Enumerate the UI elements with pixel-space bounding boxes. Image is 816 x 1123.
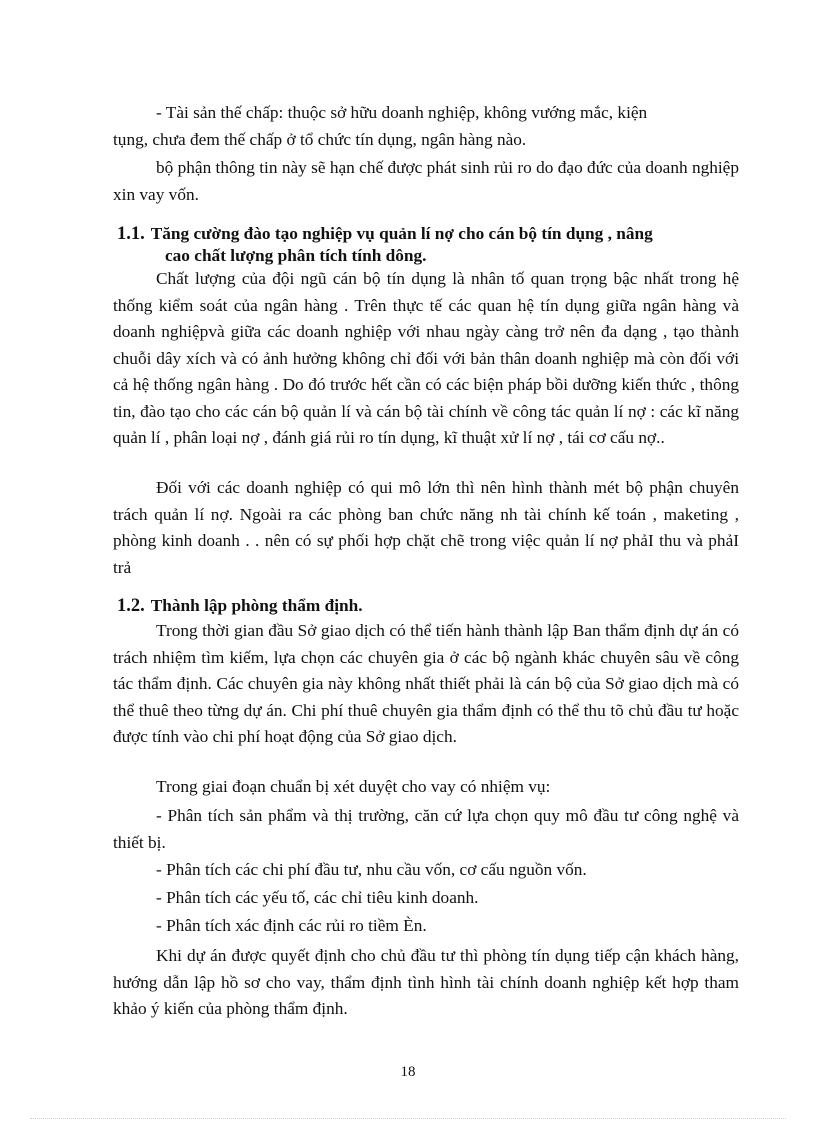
task-item: - Phân tích xác định các rủi ro tiềm Èn. xyxy=(156,916,427,935)
intro-paragraph: bộ phận thông tin này sẽ hạn chế được phát sinh rủi ro do đạo đức của doanh nghiệp xin vay vốn. xyxy=(113,158,739,204)
task-item: - Phân tích các chi phí đầu tư, nhu cầu vốn, cơ cấu nguồn vốn. xyxy=(156,860,587,879)
task-item: - Phân tích các yếu tố, các chỉ tiêu kinh doanh. xyxy=(156,888,479,907)
page-number: 18 xyxy=(400,1064,416,1080)
section-2-heading xyxy=(117,595,739,617)
section-2-title: Thành lập phòng thẩm định. xyxy=(150,596,363,615)
section-2-paragraph-1: Trong thời gian đầu Sở giao dịch có thể tiến hành thành lập Ban thẩm định dự án có trách nhiệm tìm kiếm, lựa chọn các chuyên gia ở các bộ ngành khác chuyên sâu về công tác thẩm định. Các chuyên gia này không nhất thiết phải là cán bộ của Sở giao dịch mà có thể thuê theo từng dự án. Chi phí thuê chuyên gia thẩm định có thể thu tõ chủ đầu tư hoặc được tính vào chi phí hoạt động của Sở giao dịch. xyxy=(113,621,739,746)
section-1-heading xyxy=(117,223,739,267)
section-1-number: 1.1. xyxy=(117,224,145,244)
page-bottom-divider xyxy=(30,1118,786,1119)
section-1-title-line-2: cao chất lượng phân tích tính dông. xyxy=(165,246,427,265)
task-item: - Phân tích sản phẩm và thị trường, căn cứ lựa chọn quy mô đầu tư công nghệ và thiết bị. xyxy=(113,806,739,852)
section-2-paragraph-3: Khi dự án được quyết định cho chủ đầu tư thì phòng tín dụng tiếp cận khách hàng, hướng dẫn lập hồ sơ cho vay, thẩm định tình hình tài chính doanh nghiệp kết hợp tham khảo ý kiến của phòng thẩm định. xyxy=(113,946,739,1018)
section-1-paragraph-2: Đối với các doanh nghiệp có qui mô lớn thì nên hình thành mét bộ phận chuyên trách quản lí nợ. Ngoài ra các phòng ban chức năng nh tài chính kế toán , maketing , phòng kinh doanh . . nên có sự phối hợp chặt chẽ trong việc quản lí nợ phảI thu và phảI trả xyxy=(113,478,739,577)
section-2-paragraph-2: Trong giai đoạn chuẩn bị xét duyệt cho vay có nhiệm vụ: xyxy=(156,777,551,796)
section-2-number: 1.2. xyxy=(117,596,145,616)
collateral-line-1: - Tài sản thế chấp: thuộc sở hữu doanh nghiệp, không vướng mắc, kiện xyxy=(156,103,648,122)
collateral-line-2: tụng, chưa đem thế chấp ở tổ chức tín dụng, ngân hàng nào. xyxy=(113,130,527,149)
section-1-paragraph-1: Chất lượng của đội ngũ cán bộ tín dụng là nhân tố quan trọng bậc nhất trong hệ thống kiểm soát của ngân hàng . Trên thực tế các quan hệ tín dụng giữa ngân hàng và doanh nghiệpvà giữa các doanh nghiệp với nhau ngày càng trở nên đa dạng , tạo thành chuỗi dây xích và có ảnh hưởng không chỉ đối với bản thân doanh nghiệp mà còn đối với cả hệ thống ngân hàng . Do đó trước hết cần có các biện pháp bồi dưỡng kiến thức , thông tin, đào tạo cho các cán bộ quản lí và cán bộ tài chính về công tác quản lí nợ : các kĩ năng quản lí , phân loại nợ , đánh giá rủi ro tín dụng, kĩ thuật xử lí nợ , tái cơ cấu nợ.. xyxy=(113,269,739,447)
section-1-title-line-1: Tăng cường đào tạo nghiệp vụ quản lí nợ cho cán bộ tín dụng , nâng xyxy=(150,224,653,243)
